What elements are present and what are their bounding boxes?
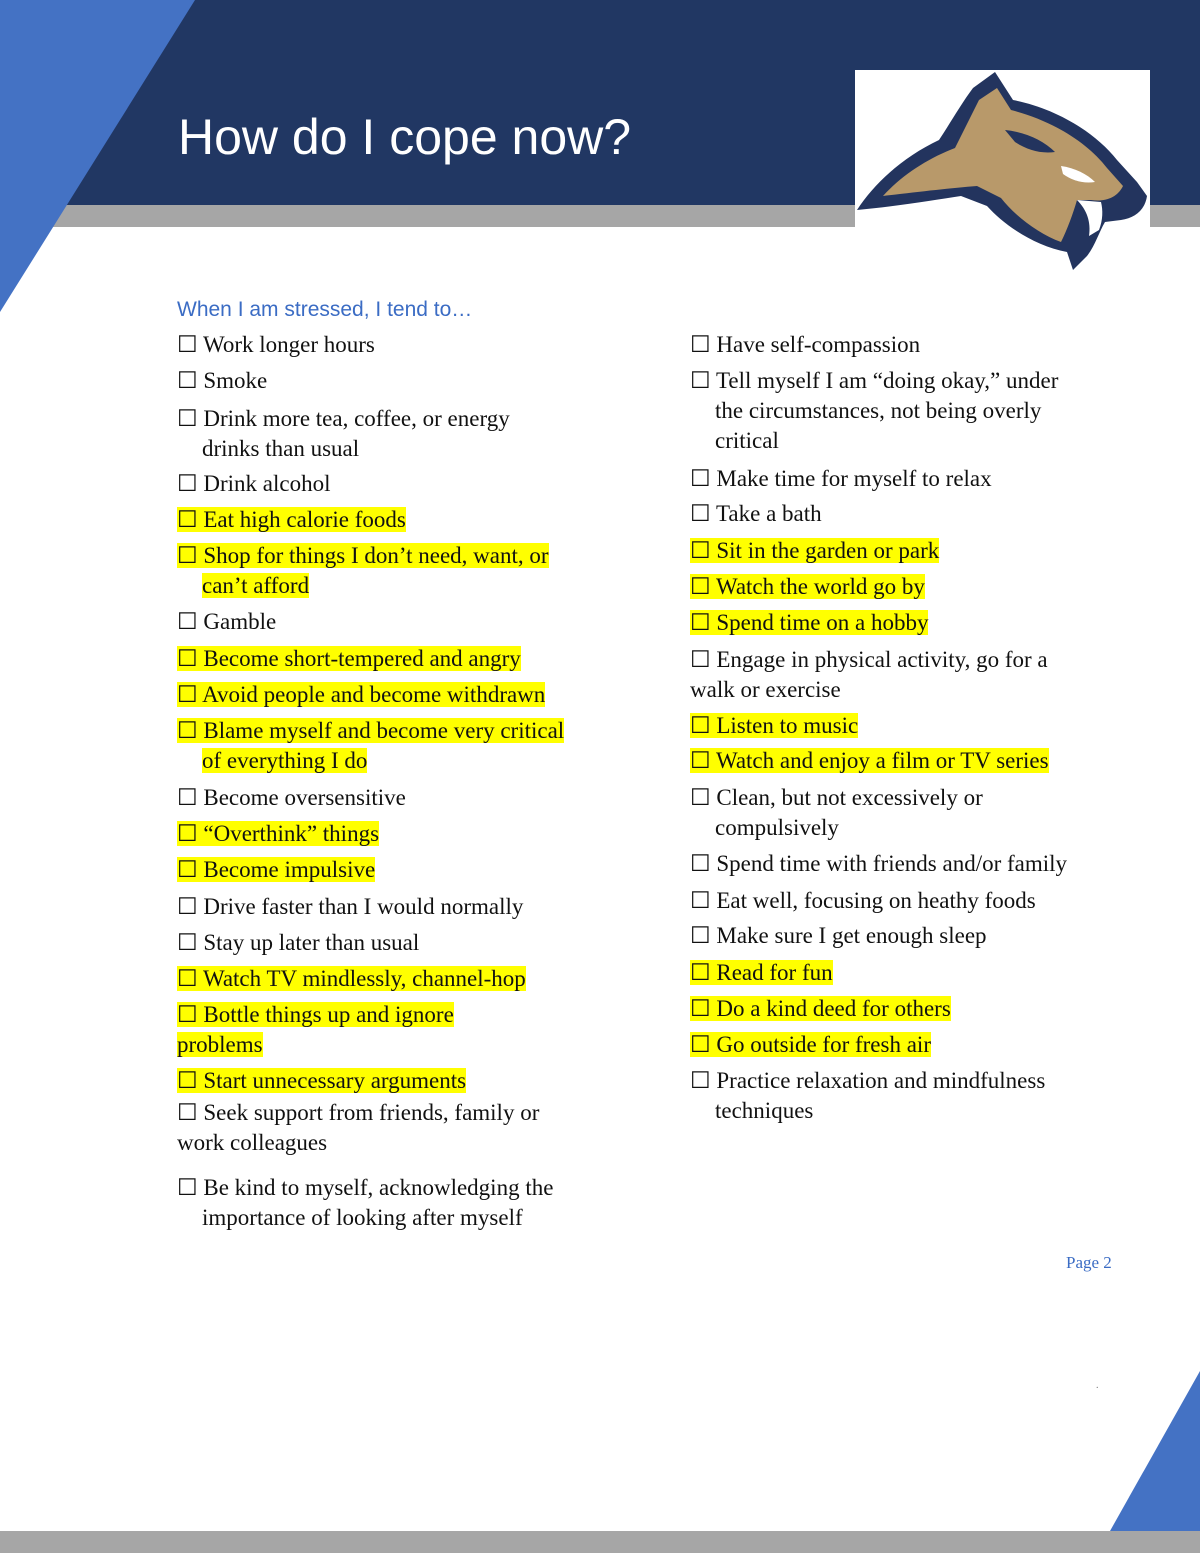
checklist-item-line: drinks than usual: [202, 436, 360, 461]
right-checklist-item[interactable]: [690, 1030, 931, 1060]
hang-indent: [177, 1203, 523, 1233]
checklist-item-line: ☐ Start unnecessary arguments: [177, 1068, 467, 1093]
right-checklist-item[interactable]: [690, 572, 925, 602]
checklist-item-line: importance of looking after myself: [202, 1205, 523, 1230]
left-checklist-item[interactable]: [177, 366, 267, 396]
left-checklist-item[interactable]: [177, 964, 526, 994]
left-checklist-item[interactable]: [177, 505, 406, 535]
left-checklist-item[interactable]: [177, 607, 276, 637]
right-checklist-item[interactable]: [690, 746, 1049, 776]
corner-triangle-bottom-right: [1110, 1371, 1200, 1531]
checklist-item-line: ☐ Make sure I get enough sleep: [690, 923, 987, 948]
right-checklist-item[interactable]: [690, 921, 987, 951]
right-checklist-item[interactable]: [690, 886, 1036, 916]
intro-text: When I am stressed, I tend to…: [177, 298, 473, 321]
right-checklist-item[interactable]: [690, 645, 1048, 705]
right-checklist-item[interactable]: [690, 958, 833, 988]
checklist-item-line: the circumstances, not being overly: [715, 398, 1042, 423]
checklist-item-line: walk or exercise: [690, 677, 841, 702]
footer-stripe: [0, 1531, 1200, 1553]
checklist-item-line: ☐ Drink alcohol: [177, 471, 331, 496]
left-checklist-item[interactable]: [177, 330, 375, 360]
left-checklist-item[interactable]: [177, 783, 406, 813]
checklist-item-line: ☐ Become oversensitive: [177, 785, 406, 810]
left-checklist-item[interactable]: [177, 469, 330, 499]
checklist-item-line: ☐ Blame myself and become very critical: [177, 718, 565, 743]
right-checklist-item[interactable]: [690, 849, 1067, 879]
checklist-item-line: ☐ “Overthink” things: [177, 821, 380, 846]
left-checklist-item[interactable]: [177, 892, 523, 922]
checklist-item-line: ☐ Make time for myself to relax: [690, 466, 992, 491]
left-checklist-item[interactable]: [177, 680, 545, 710]
checklist-item-line: ☐ Listen to music: [690, 713, 859, 738]
checklist-item-line: techniques: [715, 1098, 814, 1123]
page-number: Page 2: [1066, 1253, 1112, 1272]
checklist-item-line: critical: [715, 428, 779, 453]
checklist-item-line: ☐ Shop for things I don’t need, want, or: [177, 543, 549, 568]
checklist-item-line: ☐ Gamble: [177, 609, 277, 634]
checklist-item-line: problems: [177, 1032, 263, 1057]
checklist-item-line: ☐ Engage in physical activity, go for a: [690, 647, 1048, 672]
right-checklist-item[interactable]: [690, 994, 951, 1024]
left-checklist-item[interactable]: [177, 855, 375, 885]
left-checklist-item[interactable]: [177, 1066, 466, 1096]
page-title: How do I cope now?: [178, 109, 632, 165]
hang-indent: [690, 813, 839, 843]
checklist-item-line: ☐ Eat well, focusing on heathy foods: [690, 888, 1036, 913]
checklist-item-line: ☐ Eat high calorie foods: [177, 507, 406, 532]
left-checklist-item[interactable]: [177, 1098, 539, 1158]
right-checklist-item[interactable]: [690, 783, 983, 843]
bobcat-logo: [855, 70, 1150, 275]
checklist-item-line: ☐ Work longer hours: [177, 332, 375, 357]
checklist-item-line: ☐ Spend time with friends and/or family: [690, 851, 1068, 876]
hang-indent: [177, 746, 367, 776]
checklist-item-line: ☐ Watch TV mindlessly, channel-hop: [177, 966, 526, 991]
left-checklist-item[interactable]: [177, 644, 521, 674]
checklist-item-line: ☐ Sit in the garden or park: [690, 538, 940, 563]
right-checklist-item[interactable]: [690, 499, 822, 529]
right-checklist-item[interactable]: [690, 711, 858, 741]
checklist-item-line: ☐ Watch and enjoy a film or TV series: [690, 748, 1049, 773]
left-checklist-item[interactable]: [177, 716, 564, 776]
checklist-item-line: ☐ Smoke: [177, 368, 268, 393]
checklist-item-line: ☐ Seek support from friends, family or: [177, 1100, 540, 1125]
checklist-item-line: ☐ Bottle things up and ignore: [177, 1002, 454, 1027]
checklist-item-line: work colleagues: [177, 1130, 328, 1155]
checklist-item-line: ☐ Drive faster than I would normally: [177, 894, 524, 919]
left-checklist-item[interactable]: [177, 819, 379, 849]
checklist-item-line: ☐ Become short-tempered and angry: [177, 646, 521, 671]
hang-indent: [690, 426, 779, 456]
right-checklist-item[interactable]: [690, 330, 920, 360]
left-checklist-item[interactable]: [177, 1000, 454, 1060]
checklist-item-line: compulsively: [715, 815, 839, 840]
left-checklist-item[interactable]: [177, 928, 419, 958]
checklist-item-line: ☐ Drink more tea, coffee, or energy: [177, 406, 510, 431]
bobcat-logo-icon: [855, 70, 1150, 275]
checklist-item-line: ☐ Do a kind deed for others: [690, 996, 951, 1021]
checklist-item-line: ☐ Go outside for fresh air: [690, 1032, 931, 1057]
checklist-item-line: ☐ Take a bath: [690, 501, 822, 526]
checklist-item-line: ☐ Stay up later than usual: [177, 930, 420, 955]
right-checklist-item[interactable]: [690, 366, 1058, 456]
left-checklist-item[interactable]: [177, 541, 549, 601]
checklist-item-line: ☐ Practice relaxation and mindfulness: [690, 1068, 1046, 1093]
hang-indent: [690, 1096, 813, 1126]
right-checklist-item[interactable]: [690, 536, 939, 566]
left-checklist-item[interactable]: [177, 1173, 553, 1233]
footer-mark: .: [1096, 1380, 1099, 1391]
checklist-item-line: of everything I do: [202, 748, 368, 773]
right-checklist-item[interactable]: [690, 1066, 1045, 1126]
hang-indent: [177, 571, 309, 601]
left-checklist-item[interactable]: [177, 404, 510, 464]
checklist-item-line: ☐ Have self-compassion: [690, 332, 921, 357]
checklist-item-line: ☐ Spend time on a hobby: [690, 610, 929, 635]
checklist-item-line: ☐ Avoid people and become withdrawn: [177, 682, 546, 707]
hang-indent: [690, 396, 1041, 426]
checklist-item-line: ☐ Clean, but not excessively or: [690, 785, 983, 810]
checklist-item-line: can’t afford: [202, 573, 310, 598]
checklist-item-line: ☐ Read for fun: [690, 960, 833, 985]
right-checklist-item[interactable]: [690, 608, 928, 638]
corner-triangle-top-left: [0, 0, 200, 320]
checklist-item-line: ☐ Be kind to myself, acknowledging the: [177, 1175, 554, 1200]
right-checklist-item[interactable]: [690, 464, 992, 494]
checklist-item-line: ☐ Watch the world go by: [690, 574, 925, 599]
hang-indent: [177, 434, 359, 464]
checklist-item-line: ☐ Become impulsive: [177, 857, 376, 882]
checklist-item-line: ☐ Tell myself I am “doing okay,” under: [690, 368, 1059, 393]
